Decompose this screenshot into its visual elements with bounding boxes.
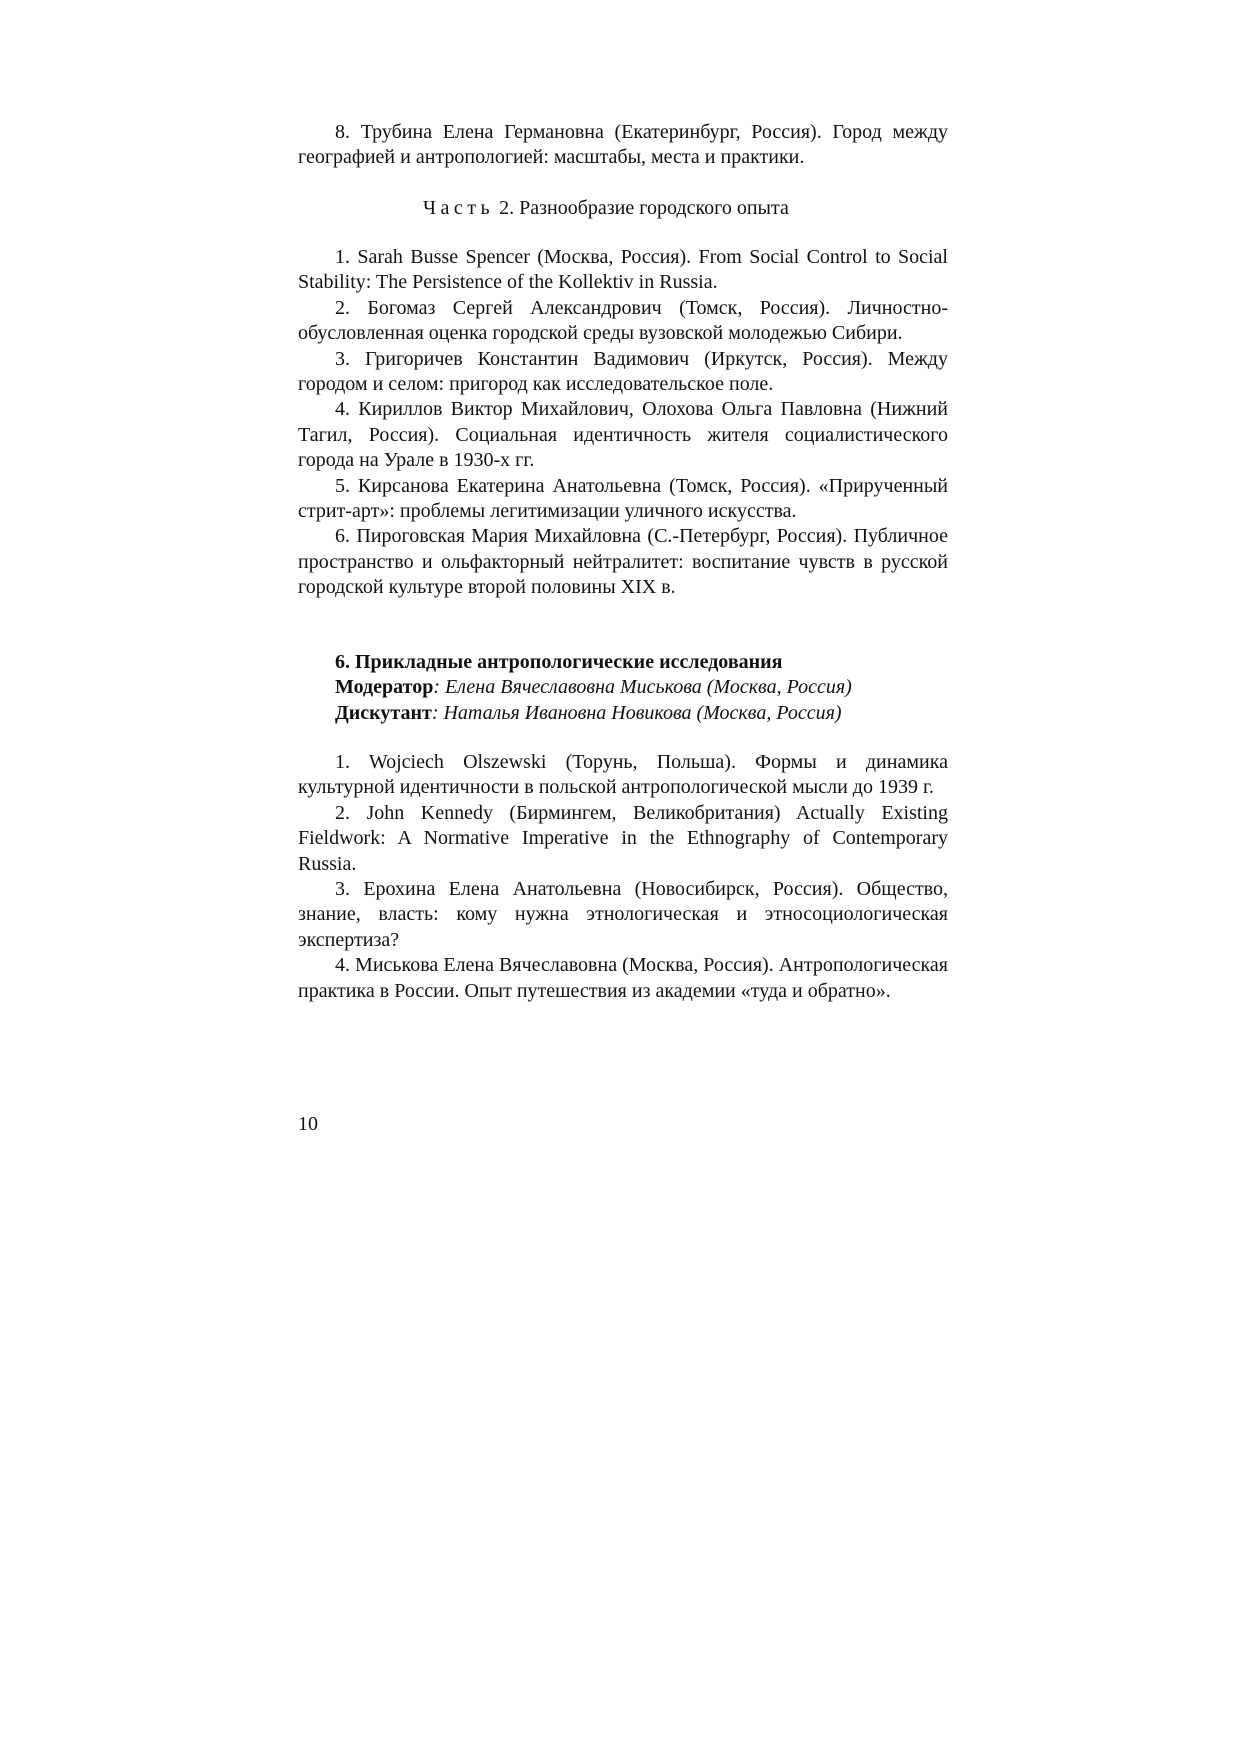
list-item: 2. John Kennedy (Бирмингем, Великобритания) Actually Existing Fieldwork: A Normative Imperative in the Ethnography of Contemporary Russia. [298, 801, 948, 875]
discussant-label: Дискутант [335, 701, 432, 724]
list-item: 3. Григоричев Константин Вадимович (Иркутск, Россия). Между городом и селом: пригород как исследовательское поле. [298, 347, 948, 396]
section6-list [298, 750, 948, 1004]
page-number: 10 [298, 1113, 318, 1135]
list-item: 1. Wojciech Olszewski (Торунь, Польша). Формы и динамика культурной идентичности в польской антропологической мысли до 1939 г. [298, 751, 948, 799]
list-item: 6. Пироговская Мария Михайловна (С.-Петербург, Россия). Публичное пространство и ольфакторный нейтралитет: воспитание чувств в русской городской культуре второй половины XIX в. [298, 525, 948, 599]
part2-list [298, 245, 948, 601]
list-item: 4. Миськова Елена Вячеславовна (Москва, Россия). Антропологическая практика в России. Опыт путешествия из академии «туда и обратно». [298, 954, 948, 1002]
list-item: 3. Ерохина Елена Анатольевна (Новосибирск, Россия). Общество, знание, власть: кому нужна этнологическая и этносоциологическая экспертиза? [298, 878, 948, 951]
part-title: 2. Разнообразие городского опыта [499, 197, 789, 219]
discussant-line [335, 701, 955, 726]
list-item: 5. Кирсанова Екатерина Анатольевна (Томск, Россия). «Прирученный стрит-арт»: проблемы легитимизации уличного искусства. [298, 474, 948, 523]
list-item: 4. Кириллов Виктор Михайлович, Олохова Ольга Павловна (Нижний Тагил, Россия). Социальная идентичность жителя социалистического города на Урале в 1930-х гг. [298, 398, 948, 472]
top-items [298, 120, 948, 171]
part-label: Часть [423, 197, 495, 219]
moderator-label: Модератор [335, 676, 434, 699]
part-heading [298, 196, 948, 221]
list-item: 8. Трубина Елена Германовна (Екатеринбург, Россия). Город между географией и антропологией: масштабы, места и практики. [298, 121, 948, 169]
section-title: 6. Прикладные антропологические исследования [335, 651, 783, 673]
discussant-value: : Наталья Ивановна Новикова (Москва, Россия) [431, 701, 842, 724]
list-item: 1. Sarah Busse Spencer (Москва, Россия). From Social Control to Social Stability: The Persistence of the Kollektiv in Russia. [298, 246, 948, 294]
list-item: 2. Богомаз Сергей Александрович (Томск, Россия). Личностно-обусловленная оценка городской среды вузовской молодежью Сибири. [298, 296, 948, 345]
moderator-value: : Елена Вячеславовна Миськова (Москва, Россия) [433, 676, 852, 699]
moderator-line [335, 675, 955, 700]
section-heading [335, 650, 955, 726]
